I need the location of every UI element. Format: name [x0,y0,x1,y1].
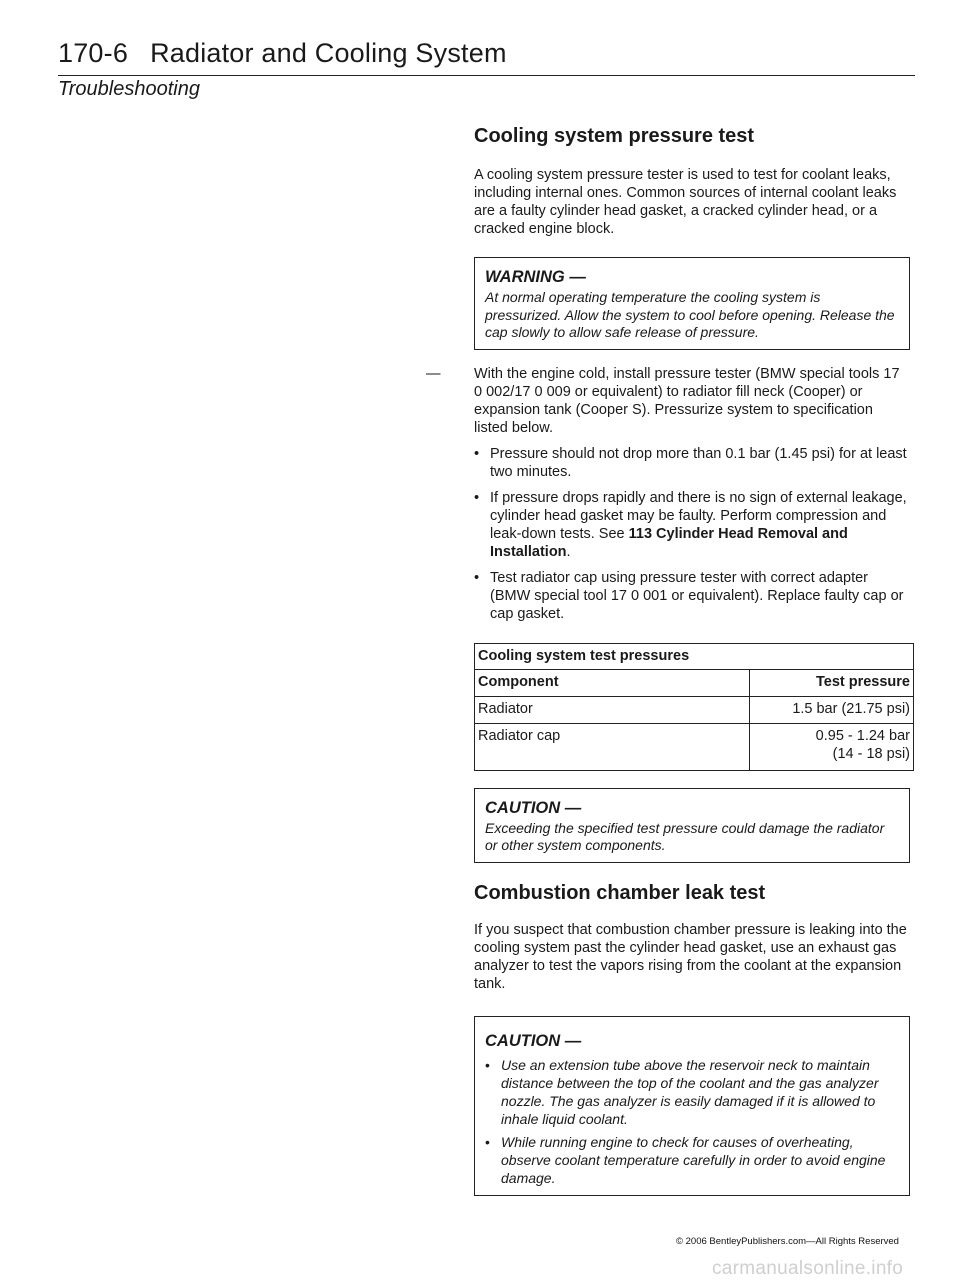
pressure-value: 1.5 bar (21.75 psi) [792,700,910,717]
caution-text: Exceeding the specified test pressure could damage the radiator or other system components. [485,819,885,853]
list-item: • While running engine to check for causes of overheating, observe coolant temperature carefully in order to avoid engine damage. [485,1133,899,1187]
leak-test-heading: Combustion chamber leak test [474,881,766,904]
copyright-footer: © 2006 BentleyPublishers.com—All Rights Reserved [676,1236,899,1247]
warning-box [474,257,910,350]
step-text: With the engine cold, install pressure tester (BMW special tools 17 0 002/17 0 009 or equivalent) to radiator fill neck (Cooper) or expansion tank (Cooper S). Pressurize system to specification listed below. [474,365,900,436]
pressure-value: 0.95 - 1.24 bar [815,727,910,744]
pressure-value-psi: (14 - 18 psi) [832,745,910,762]
row-pressure [750,723,914,770]
step-marker: — [426,365,441,382]
bullet-text-end: . [566,543,571,560]
bullet-text: If pressure drops rapidly and there is no sign of external leakage, cylinder head gasket may be faulty. Perform compression and leak-down tests. See [490,489,907,542]
pressure-test-heading: Cooling system pressure test [474,125,755,147]
pressure-test-intro: A cooling system pressure tester is used to test for coolant leaks, including internal ones. Common sources of internal coolant leaks are a faulty cylinder head gasket, a cracked cylinder head, or a cracked engine block. [474,167,897,237]
column-header-component: Component [475,669,750,696]
row-component: Radiator [475,696,750,723]
column-header-pressure: Test pressure [750,669,914,696]
list-item: • Test radiator cap using pressure tester with correct adapter (BMW special tool 17 0 001 or equivalent). Replace faulty cap or cap gasket. [474,569,910,623]
row-pressure [750,696,914,723]
table-row [475,723,914,770]
warning-title: WARNING — [485,268,586,286]
list-item: • Pressure should not drop more than 0.1 bar (1.45 psi) for at least two minutes. [474,445,910,481]
section-title: Troubleshooting [58,78,200,100]
row-component: Radiator cap [475,723,750,770]
caution-title: CAUTION — [485,798,582,817]
header-rule [58,75,915,76]
main-column [426,124,910,1196]
procedure-step [426,365,910,437]
page-header [58,38,507,69]
watermark: carmanualsonline.info [712,1258,904,1279]
list-item: • Use an extension tube above the reservoir neck to maintain distance between the top of the coolant and the gas analyzer nozzle. The gas analyzer is easily damaged if it is allowed to inhale liquid coolant. [485,1056,899,1128]
cross-reference-link[interactable]: 113 Cylinder Head Removal and Installation [490,525,848,560]
page-number: 170-6 [58,38,129,68]
chapter-title: Radiator and Cooling System [150,38,507,68]
caution-box-2 [474,1016,910,1196]
caution-box [474,788,910,863]
table-caption: Cooling system test pressures [475,643,914,669]
leak-test-intro: If you suspect that combustion chamber pressure is leaking into the cooling system past the cylinder head gasket, use an exhaust gas analyzer to test the vapors rising from the coolant at the expansion tank. [474,921,907,992]
caution-title-2: CAUTION — [485,1031,582,1050]
list-item [474,489,910,561]
test-pressures-table [474,643,914,771]
warning-text: At normal operating temperature the cooling system is pressurized. Allow the system to cool before opening. Release the cap slowly to allow safe release of pressure. [485,289,895,340]
result-bullets [474,445,910,623]
table-row [475,696,914,723]
